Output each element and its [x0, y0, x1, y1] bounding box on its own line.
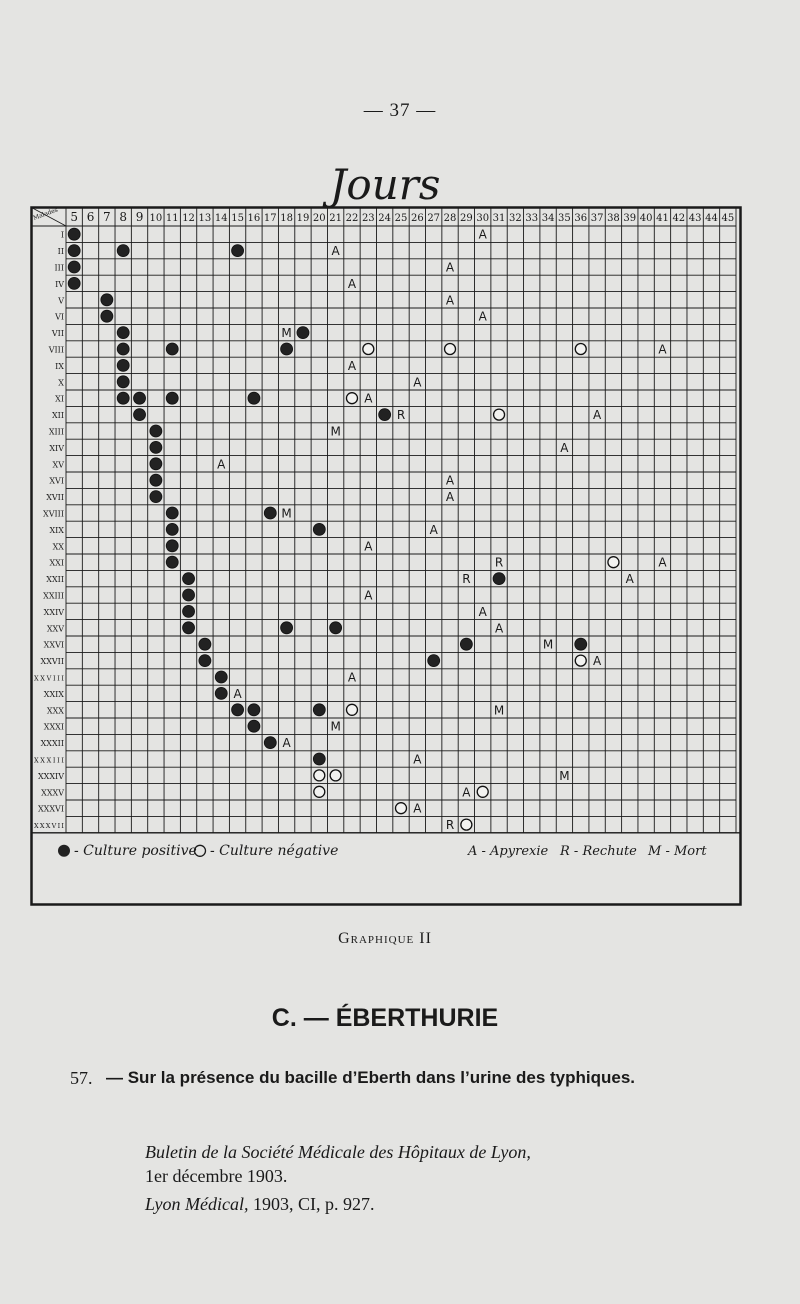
row-label: XXIV [43, 607, 64, 617]
apyrexia-mark: A [592, 408, 602, 423]
positive-culture-mark [166, 507, 178, 519]
row-label: XXXV [41, 788, 64, 798]
reference-1 [145, 1140, 705, 1188]
row-label: XIX [49, 525, 64, 535]
positive-culture-mark [150, 491, 162, 503]
chart-title: Jours [329, 160, 441, 209]
death-mark: M [330, 424, 341, 439]
day-header: 45 [721, 213, 735, 224]
row-label: XIV [49, 443, 64, 453]
row-label: VII [51, 329, 64, 339]
row-label: XXXIV [37, 771, 64, 781]
positive-culture-mark [199, 655, 211, 667]
row-label: III [54, 263, 64, 273]
apyrexia-mark: A [445, 490, 455, 505]
relapse-mark: R [445, 818, 455, 833]
row-label: VIII [48, 345, 64, 355]
apyrexia-mark: A [462, 785, 471, 800]
positive-culture-mark [134, 409, 146, 421]
apyrexia-mark: A [413, 375, 422, 390]
positive-culture-mark [264, 737, 276, 749]
apyrexia-mark: A [560, 440, 569, 455]
day-header: 33 [525, 213, 539, 224]
apyrexia-mark: A [364, 391, 373, 406]
positive-culture-mark [199, 638, 211, 650]
positive-culture-mark [428, 655, 440, 667]
row-label: XXV [46, 624, 64, 634]
day-header: 5 [70, 210, 78, 224]
negative-culture-mark [445, 344, 456, 355]
reference-2-journal: Lyon Médical, [145, 1194, 249, 1214]
positive-culture-mark [379, 409, 391, 421]
day-header: 31 [492, 213, 506, 224]
day-header: 16 [247, 213, 261, 224]
day-header: 9 [135, 210, 144, 224]
positive-culture-mark [166, 392, 178, 404]
apyrexia-mark: A [658, 342, 667, 357]
row-label: XXX [46, 706, 64, 716]
positive-culture-mark [232, 704, 244, 716]
day-header: 21 [329, 213, 343, 224]
relapse-mark: R [396, 408, 406, 423]
row-label: XXVI [43, 640, 64, 650]
apyrexia-mark: A [282, 736, 291, 751]
day-header: 35 [558, 213, 571, 224]
positive-culture-mark [215, 671, 227, 683]
day-header: 14 [214, 213, 228, 224]
row-label: XVI [49, 476, 64, 486]
negative-culture-mark [363, 344, 374, 355]
day-header: 29 [459, 213, 473, 224]
positive-culture-mark [150, 474, 162, 486]
apyrexia-mark: A [347, 276, 357, 291]
day-header: 41 [656, 213, 669, 224]
positive-culture-mark [117, 343, 129, 355]
death-mark: M [330, 719, 341, 734]
positive-culture-mark [117, 376, 129, 388]
legend-apyrexia-label: A - Apyrexie [468, 843, 549, 859]
positive-culture-mark [493, 573, 505, 585]
positive-culture-mark [117, 392, 129, 404]
chart-grid [30, 206, 742, 906]
apyrexia-mark: A [494, 621, 504, 636]
day-header: 40 [639, 213, 653, 224]
positive-culture-mark [150, 425, 162, 437]
legend-death-label: M - Mort [648, 843, 707, 859]
row-label: XXIII [43, 591, 64, 601]
apyrexia-mark: A [658, 555, 667, 570]
negative-culture-mark [396, 803, 407, 814]
apyrexia-mark: A [413, 752, 422, 767]
death-mark: M [281, 326, 292, 341]
day-header: 20 [312, 213, 326, 224]
positive-culture-mark [183, 573, 195, 585]
negative-culture-mark [608, 557, 619, 568]
positive-culture-mark [183, 622, 195, 634]
apyrexia-mark: A [478, 309, 487, 324]
day-header: 15 [231, 213, 244, 224]
apyrexia-mark: A [445, 293, 455, 308]
negative-culture-mark [575, 655, 586, 666]
apyrexia-mark: A [331, 244, 340, 259]
day-header: 39 [623, 213, 637, 224]
relapse-mark: R [494, 555, 504, 570]
day-header: 24 [378, 213, 392, 224]
row-label: XXXVI [37, 804, 64, 814]
row-label: XI [55, 394, 64, 404]
positive-culture-mark [101, 294, 113, 306]
death-mark: M [493, 703, 505, 718]
apyrexia-mark: A [429, 522, 438, 537]
negative-culture-mark [461, 819, 472, 830]
entry-title: — Sur la présence du bacille d’Eberth dans l’urine des typhiques. [106, 1068, 636, 1087]
row-label: V [58, 296, 64, 306]
positive-culture-mark [460, 638, 472, 650]
positive-culture-mark [166, 556, 178, 568]
positive-culture-mark [150, 458, 162, 470]
day-header: 28 [443, 213, 457, 224]
day-header: 32 [509, 213, 522, 224]
day-header: 7 [103, 210, 111, 224]
positive-culture-mark [68, 277, 80, 289]
apyrexia-mark: A [592, 654, 602, 669]
positive-culture-mark [248, 704, 260, 716]
day-header: 37 [590, 213, 604, 224]
row-label: II [57, 247, 64, 257]
positive-culture-mark [117, 359, 129, 371]
section-heading: C. — ÉBERTHURIE [271, 1004, 499, 1032]
positive-culture-mark [117, 327, 129, 339]
positive-culture-mark [248, 720, 260, 732]
apyrexia-mark: A [347, 358, 357, 373]
day-header: 34 [541, 213, 555, 224]
page-number: — 37 — [363, 100, 437, 121]
row-label: XXXI [43, 722, 64, 732]
day-header: 25 [394, 213, 408, 224]
corner-label: Malades [32, 206, 59, 222]
positive-culture-mark [183, 605, 195, 617]
row-label: XVIII [43, 509, 64, 519]
day-header: 6 [86, 210, 95, 224]
row-label: XXXII [40, 739, 64, 749]
day-header: 26 [410, 213, 424, 224]
day-header: 13 [198, 213, 212, 224]
negative-culture-mark [346, 704, 357, 715]
day-header: 43 [688, 213, 702, 224]
positive-culture-mark [313, 523, 325, 535]
negative-culture-mark [314, 770, 325, 781]
positive-culture-mark [68, 245, 80, 257]
reference-1-date: 1er décembre 1903. [145, 1166, 288, 1186]
legend-positive-label: - Culture positive [74, 842, 197, 859]
legend-relapse-label: R - Rechute [560, 843, 637, 859]
day-header: 38 [607, 213, 620, 224]
day-header: 8 [119, 210, 128, 224]
positive-culture-mark [166, 523, 178, 535]
positive-culture-mark [117, 245, 129, 257]
negative-culture-mark [346, 393, 357, 404]
row-label: XXXIII [34, 756, 64, 765]
row-label: IX [55, 361, 64, 371]
positive-culture-mark [297, 327, 309, 339]
positive-culture-mark [68, 228, 80, 240]
row-label: XXVIII [34, 674, 64, 683]
positive-culture-mark [232, 245, 244, 257]
positive-culture-mark [575, 638, 587, 650]
positive-culture-mark [101, 310, 113, 322]
row-label: XXIX [43, 689, 64, 699]
legend-positive-symbol [58, 845, 70, 857]
row-label: XXVII [40, 657, 64, 667]
negative-culture-mark [494, 409, 505, 420]
positive-culture-mark [215, 687, 227, 699]
row-label: VI [55, 312, 64, 322]
row-label: XVII [46, 493, 64, 503]
apyrexia-mark: A [413, 801, 422, 816]
day-header: 12 [182, 213, 195, 224]
day-header: 11 [165, 213, 179, 224]
positive-culture-mark [330, 622, 342, 634]
positive-culture-mark [134, 392, 146, 404]
apyrexia-mark: A [364, 588, 373, 603]
death-mark: M [542, 637, 554, 652]
row-label: X [58, 378, 64, 388]
apyrexia-mark: A [478, 604, 487, 619]
apyrexia-mark: A [347, 670, 357, 685]
relapse-mark: R [462, 572, 471, 587]
death-mark: M [559, 768, 570, 783]
day-header: 10 [149, 213, 163, 224]
apyrexia-mark: A [478, 227, 487, 242]
negative-culture-mark [575, 344, 586, 355]
row-label: XXI [49, 558, 64, 568]
positive-culture-mark [183, 589, 195, 601]
row-label: XX [52, 542, 64, 552]
apyrexia-mark: A [233, 686, 242, 701]
negative-culture-mark [314, 786, 325, 797]
row-label: XXII [46, 575, 64, 585]
day-header: 22 [345, 213, 359, 224]
positive-culture-mark [264, 507, 276, 519]
row-label: XXXVII [34, 822, 64, 831]
positive-culture-mark [68, 261, 80, 273]
positive-culture-mark [166, 343, 178, 355]
reference-2-rest: 1903, CI, p. 927. [252, 1194, 375, 1214]
positive-culture-mark [313, 753, 325, 765]
positive-culture-mark [281, 343, 293, 355]
positive-culture-mark [166, 540, 178, 552]
day-header: 36 [574, 213, 588, 224]
row-label: IV [55, 279, 64, 289]
positive-culture-mark [150, 441, 162, 453]
negative-culture-mark [477, 786, 488, 797]
reference-2 [145, 1194, 705, 1215]
positive-culture-mark [248, 392, 260, 404]
row-label: XIII [48, 427, 64, 437]
day-header: 19 [296, 213, 310, 224]
day-header: 44 [705, 213, 718, 224]
row-label: I [60, 230, 64, 240]
row-label: XII [51, 411, 64, 421]
positive-culture-mark [313, 704, 325, 716]
apyrexia-mark: A [445, 473, 455, 488]
day-header: 30 [476, 213, 490, 224]
entry-number: 57. [70, 1068, 93, 1088]
day-header: 18 [280, 213, 293, 224]
day-header: 42 [672, 213, 686, 224]
negative-culture-mark [330, 770, 341, 781]
positive-culture-mark [281, 622, 293, 634]
row-label: XV [52, 460, 64, 470]
legend-negative-label: - Culture négative [210, 842, 339, 859]
apyrexia-mark: A [445, 260, 455, 275]
day-header: 17 [263, 213, 277, 224]
apyrexia-mark: A [217, 457, 226, 472]
day-header: 23 [361, 213, 375, 224]
apyrexia-mark: A [625, 572, 634, 587]
reference-1-journal: Buletin de la Société Médicale des Hôpitaux de Lyon, [145, 1142, 531, 1162]
figure-caption: Graphique II [338, 930, 432, 947]
apyrexia-mark: A [364, 539, 373, 554]
death-mark: M [281, 506, 292, 521]
day-header: 27 [427, 213, 441, 224]
